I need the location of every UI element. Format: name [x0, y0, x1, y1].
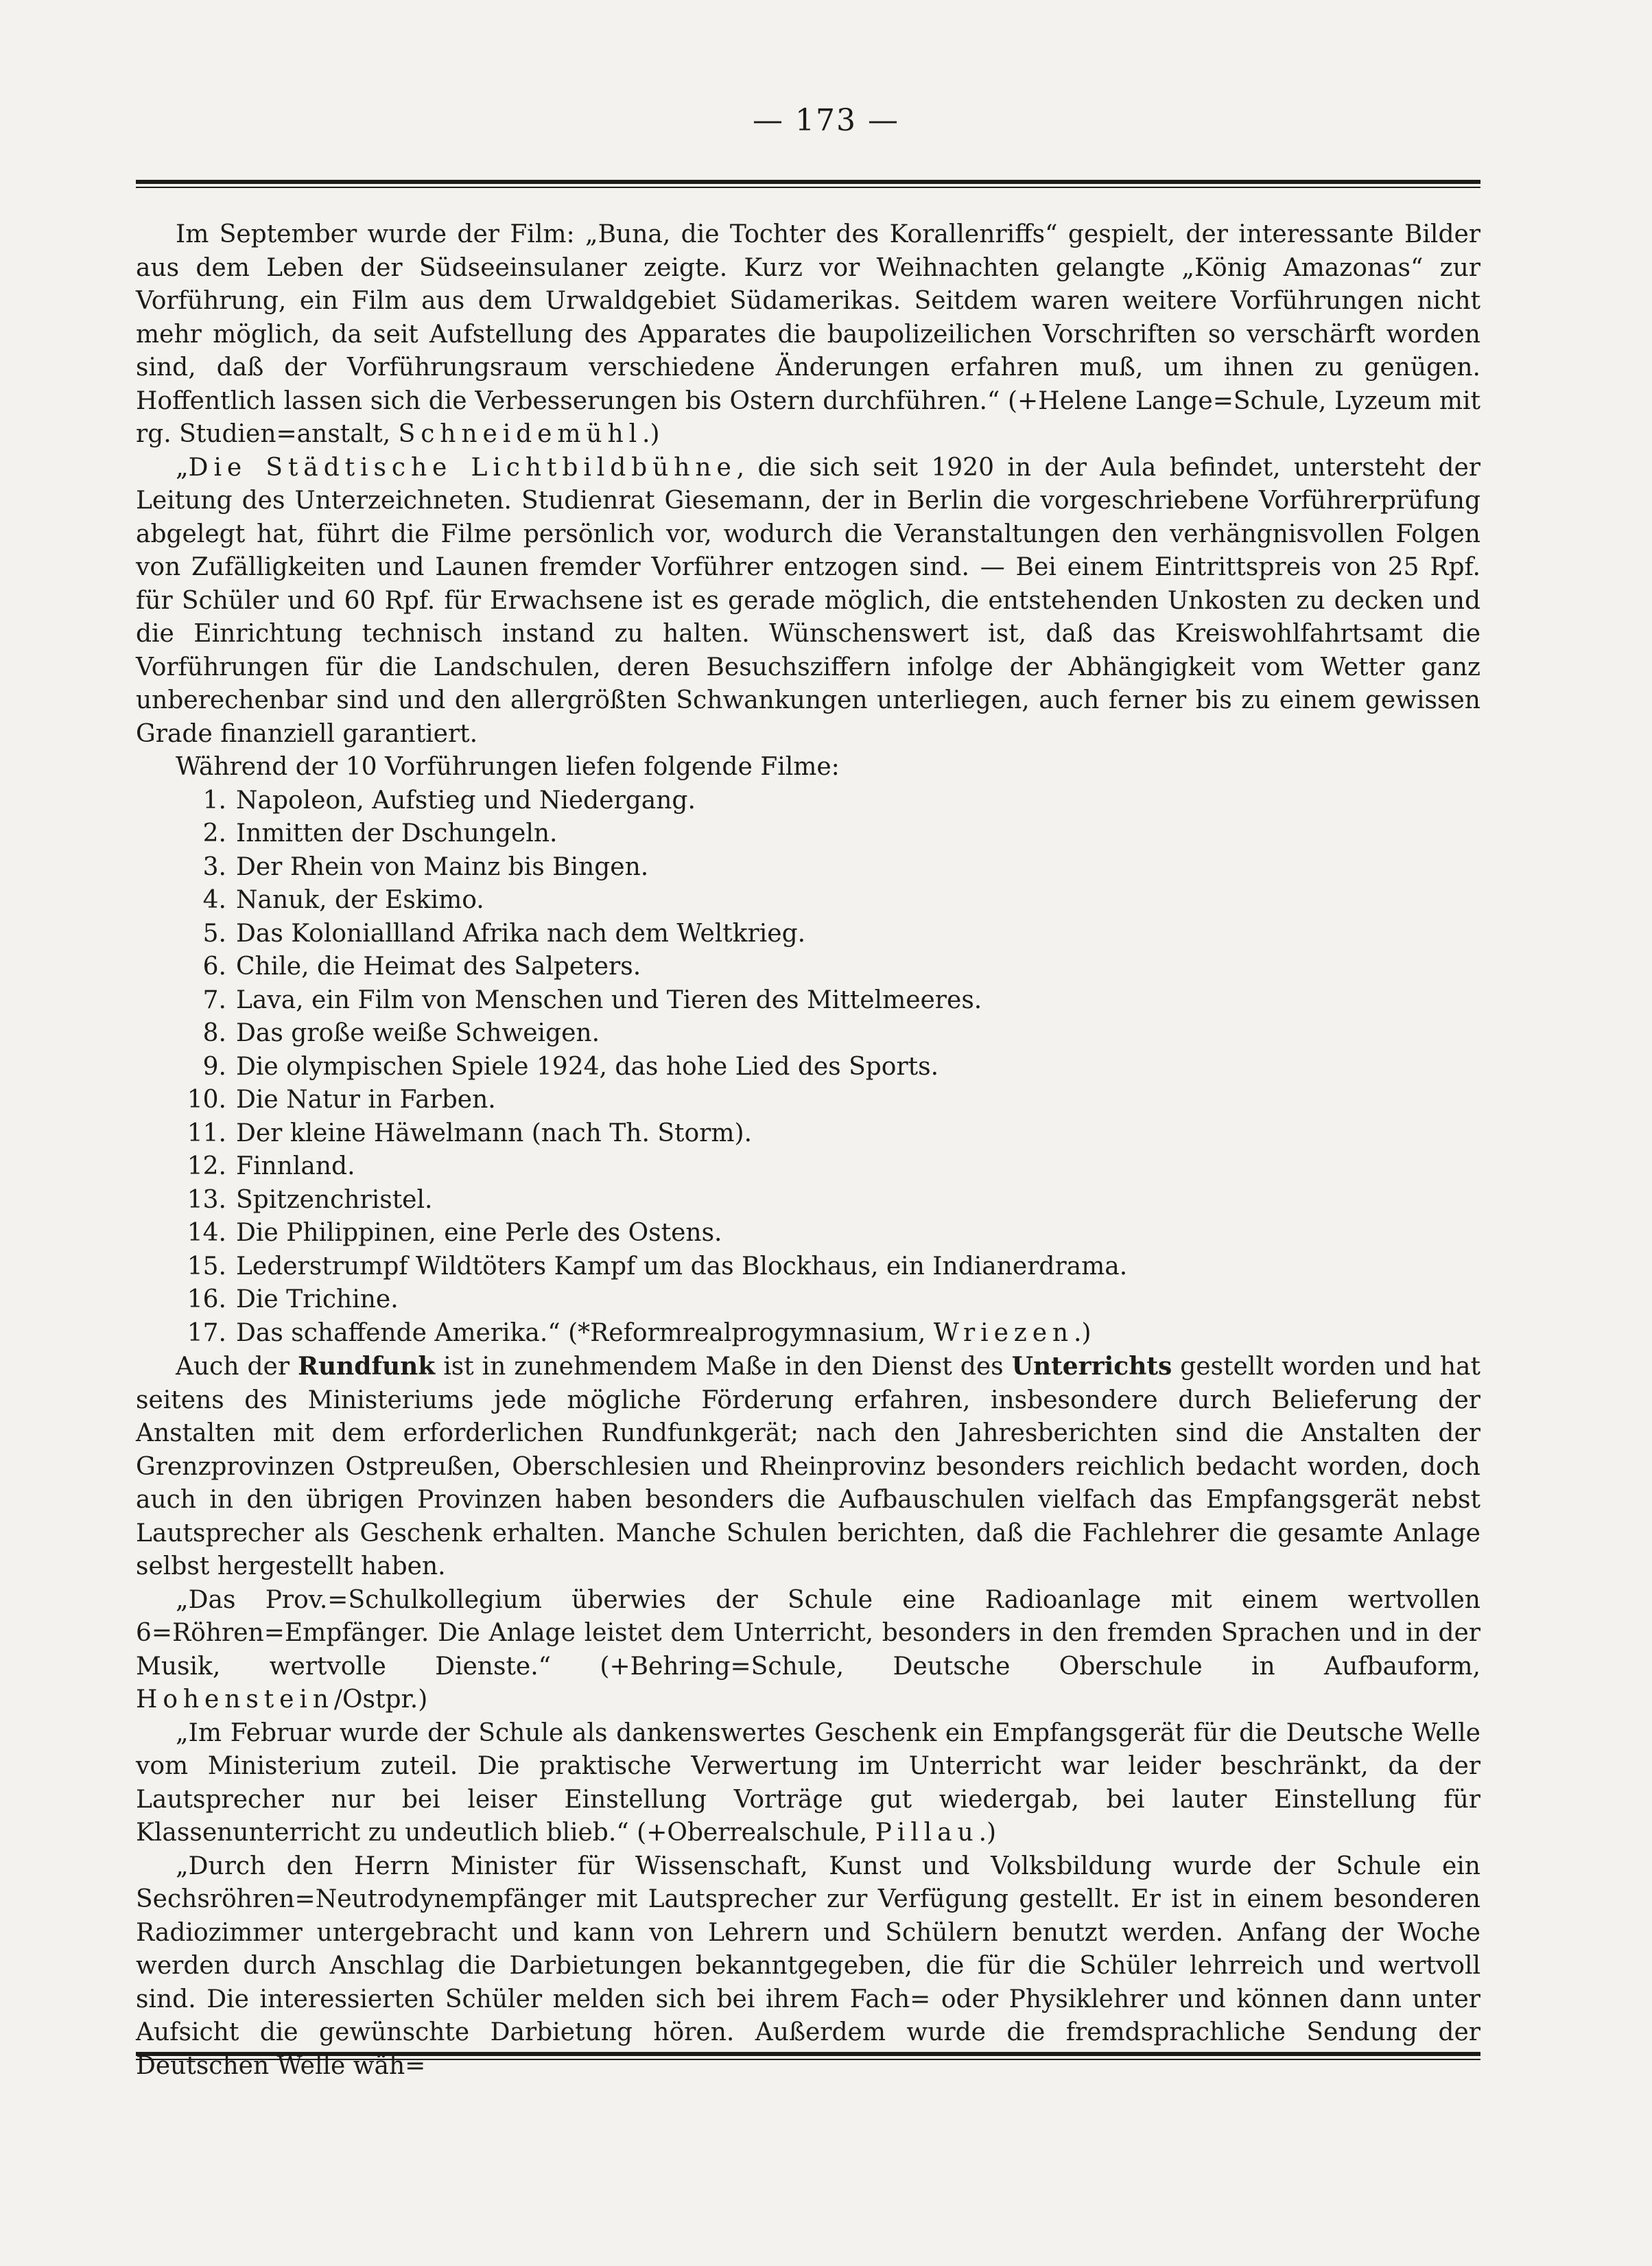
list-number: 11. [187, 1119, 226, 1147]
list-number: 15. [187, 1252, 226, 1281]
film-title: Das große weiße Schweigen. [236, 1019, 600, 1047]
list-number: 13. [187, 1185, 226, 1214]
paragraph-rundfunk [136, 1350, 1480, 1584]
list-number: 16. [187, 1285, 226, 1313]
paragraph-close: .) [642, 420, 660, 448]
place-name: Wriezen [933, 1318, 1074, 1347]
header-rule [136, 180, 1480, 188]
list-item [136, 1283, 1480, 1317]
body-text [136, 218, 1480, 2083]
film-title-text: Das schaffende Amerika.“ (*Reformrealprogymnasium, [236, 1318, 926, 1347]
paragraph-text: ist in zunehmendem Maße in den Dienst des [435, 1353, 1012, 1381]
footer-rule [136, 2052, 1480, 2060]
film-title: Der kleine Häwelmann (nach Th. Storm). [236, 1119, 753, 1147]
film-title: Die olympischen Spiele 1924, das hohe Lied des Sports. [236, 1052, 939, 1081]
list-number: 9. [202, 1052, 226, 1081]
film-title: Lederstrumpf Wildtöters Kampf um das Blockhaus, ein Indianerdrama. [236, 1252, 1128, 1281]
list-item [136, 984, 1480, 1018]
list-number: 6. [202, 953, 226, 981]
list-number: 10. [187, 1086, 226, 1114]
list-number: 7. [202, 985, 226, 1014]
paragraph-text: , die sich seit 1920 in der Aula befindet, untersteht der Leitung des Unterzeichneten. Studienrat Giesemann, der in Berlin die vorgeschriebene Vorführerprüfung abgelegt hat, führt die Filme persönlich vor, wodurch die Veranstaltungen den verhängnisvollen Folgen von Zufälligkeiten und Launen fremder Vorführer entzogen sind. — Bei einem Eintrittspreis von 25 Rpf. für Schüler und 60 Rpf. für Erwachsene ist es gerade möglich, die entstehenden Unkosten zu decken und die Einrichtung technisch instand zu halten. Wünschenswert ist, daß das Kreiswohlfahrtsamt die Vorführungen für die Landschulen, deren Besuchsziffern infolge der Abhängigkeit vom Wetter ganz unberechenbar sind und den allergrößten Schwankungen unterliegen, auch ferner bis zu einem gewissen Grade finanziell garantiert. [136, 453, 1480, 748]
paragraph-film-report [136, 218, 1480, 452]
place-name: Hohenstein [136, 1685, 334, 1714]
bold-term: Rundfunk [298, 1352, 436, 1381]
film-title: Die Trichine. [236, 1285, 399, 1313]
list-item [136, 1217, 1480, 1250]
list-item [136, 950, 1480, 984]
paragraph-close: .) [1074, 1318, 1092, 1347]
films-intro: Während der 10 Vorführungen liefen folgende Filme: [176, 753, 840, 781]
list-number: 12. [187, 1152, 226, 1180]
list-item [136, 851, 1480, 885]
list-item [136, 884, 1480, 918]
film-list [136, 784, 1480, 1351]
place-name: Pillau [875, 1819, 979, 1847]
list-number: 14. [187, 1219, 226, 1247]
list-number: 4. [202, 886, 226, 914]
film-title: Die Philippinen, eine Perle des Ostens. [236, 1219, 722, 1247]
list-item [136, 1017, 1480, 1051]
paragraph-text: „Im Februar wurde der Schule als dankenswertes Geschenk ein Empfangsgerät für die Deutsche Welle vom Ministerium zuteil. Die praktische Verwertung im Unterricht war leider beschränkt, da der Lautsprecher nur bei leiser Einstellung Vorträge gut wiedergab, bei lauter Einstellung für Klassenunterricht zu undeutlich blieb.“ (+Oberrealschule, [136, 1718, 1480, 1847]
emphasized-title: Die Städtische Lichtbildbühne [188, 453, 737, 482]
page-number: — 173 — [753, 103, 899, 138]
paragraph-close: /Ostpr.) [333, 1685, 428, 1714]
paragraph-close: .) [978, 1819, 997, 1847]
film-title: Das Koloniallland Afrika nach dem Weltkrieg. [236, 919, 806, 948]
list-item [136, 1150, 1480, 1184]
list-item [136, 1084, 1480, 1117]
film-title: Der Rhein von Mainz bis Bingen. [236, 852, 649, 881]
paragraph-text: „Das Prov.=Schulkollegium überwies der Schule eine Radioanlage mit einem wertvollen 6=Röhren=Empfänger. Die Anlage leistet dem Unterricht, besonders in den fremden Sprachen und in der Musik, wertvolle Dienste.“ (+Behring=Schule, Deutsche Oberschule in Aufbauform, [136, 1585, 1480, 1681]
list-item [136, 918, 1480, 951]
list-number: 2. [202, 819, 226, 848]
film-title: Die Natur in Farben. [236, 1086, 496, 1114]
list-number: 1. [202, 786, 226, 815]
paragraph-radiozimmer [136, 1850, 1480, 2083]
paragraph-text: gestellt worden und hat seitens des Ministeriums jede mögliche Förderung erfahren, insbesondere durch Belieferung der Anstalten mit dem erforderlichen Rundfunkgerät; nach den Jahresberichten sind die Anstalten der Grenzprovinzen Ostpreußen, Oberschlesien und Rheinprovinz besonders reichlich bedacht worden, doch auch in den übrigen Provinzen haben besonders die Aufbauschulen vielfach das Empfangsgerät nebst Lautsprecher als Geschenk erhalten. Manche Schulen berichten, daß die Fachlehrer die gesamte Anlage selbst hergestellt haben. [136, 1353, 1480, 1580]
list-number: 17. [187, 1318, 226, 1347]
paragraph-text: Im September wurde der Film: „Buna, die Tochter des Korallenriffs“ gespielt, der interessante Bilder aus dem Leben der Südseeinsulaner zeigte. Kurz vor Weihnachten gelangte „König Amazonas“ zur Vorführung, ein Film aus dem Urwaldgebiet Südamerikas. Seitdem waren weitere Vorführungen nicht mehr möglich, da seit Aufstellung des Apparates die baupolizeilichen Vorschriften so verschärft worden sind, daß der Vorführungsraum verschiedene Änderungen erfahren muß, um ihnen zu genügen. Hoffentlich lassen sich die Verbesserungen bis Ostern durchführen.“ (+Helene Lange=Schule, Lyzeum mit rg. Studien=anstalt, [136, 220, 1480, 448]
list-item [136, 1117, 1480, 1151]
film-title: Chile, die Heimat des Salpeters. [236, 953, 641, 981]
film-title: Finnland. [236, 1152, 355, 1180]
film-title: Inmitten der Dschungeln. [236, 819, 558, 848]
paragraph-empfangsgeraet [136, 1717, 1480, 1850]
film-title: Spitzenchristel. [236, 1185, 433, 1214]
list-item [136, 1317, 1480, 1351]
bold-term: Unterrichts [1011, 1352, 1172, 1381]
quote-open: „ [176, 453, 189, 482]
film-title: Napoleon, Aufstieg und Niedergang. [236, 786, 696, 815]
list-item [136, 1250, 1480, 1284]
list-item [136, 817, 1480, 851]
list-item [136, 1184, 1480, 1217]
film-title: Lava, ein Film von Menschen und Tieren des Mittelmeeres. [236, 985, 982, 1014]
list-item [136, 784, 1480, 818]
list-number: 8. [202, 1019, 226, 1047]
paragraph-text: Auch der [176, 1353, 298, 1381]
paragraph-lichtbildbuehne [136, 452, 1480, 751]
list-number: 3. [202, 852, 226, 881]
paragraph-text: „Durch den Herrn Minister für Wissenschaft, Kunst und Volksbildung wurde der Schule ein Sechsröhren=Neutrodynempfänger mit Lautsprecher zur Verfügung gestellt. Er ist in einem besonderen Radiozimmer untergebracht und kann von Lehrern und Schülern benutzt werden. Anfang der Woche werden durch Anschlag die Darbietungen bekanntgegeben, die für die Schüler lehrreich und wertvoll sind. Die interessierten Schüler melden sich bei ihrem Fach= oder Physiklehrer und können dann unter Aufsicht die gewünschte Darbietung hören. Außerdem wurde die fremdsprachliche Sendung der Deutschen Welle wäh= [136, 1852, 1480, 2080]
film-title: Nanuk, der Eskimo. [236, 886, 484, 914]
list-number: 5. [202, 919, 226, 948]
paragraph-radioanlage [136, 1584, 1480, 1717]
place-name: Schneidemühl [398, 420, 643, 448]
film-title [236, 1317, 1480, 1351]
list-item [136, 1051, 1480, 1084]
